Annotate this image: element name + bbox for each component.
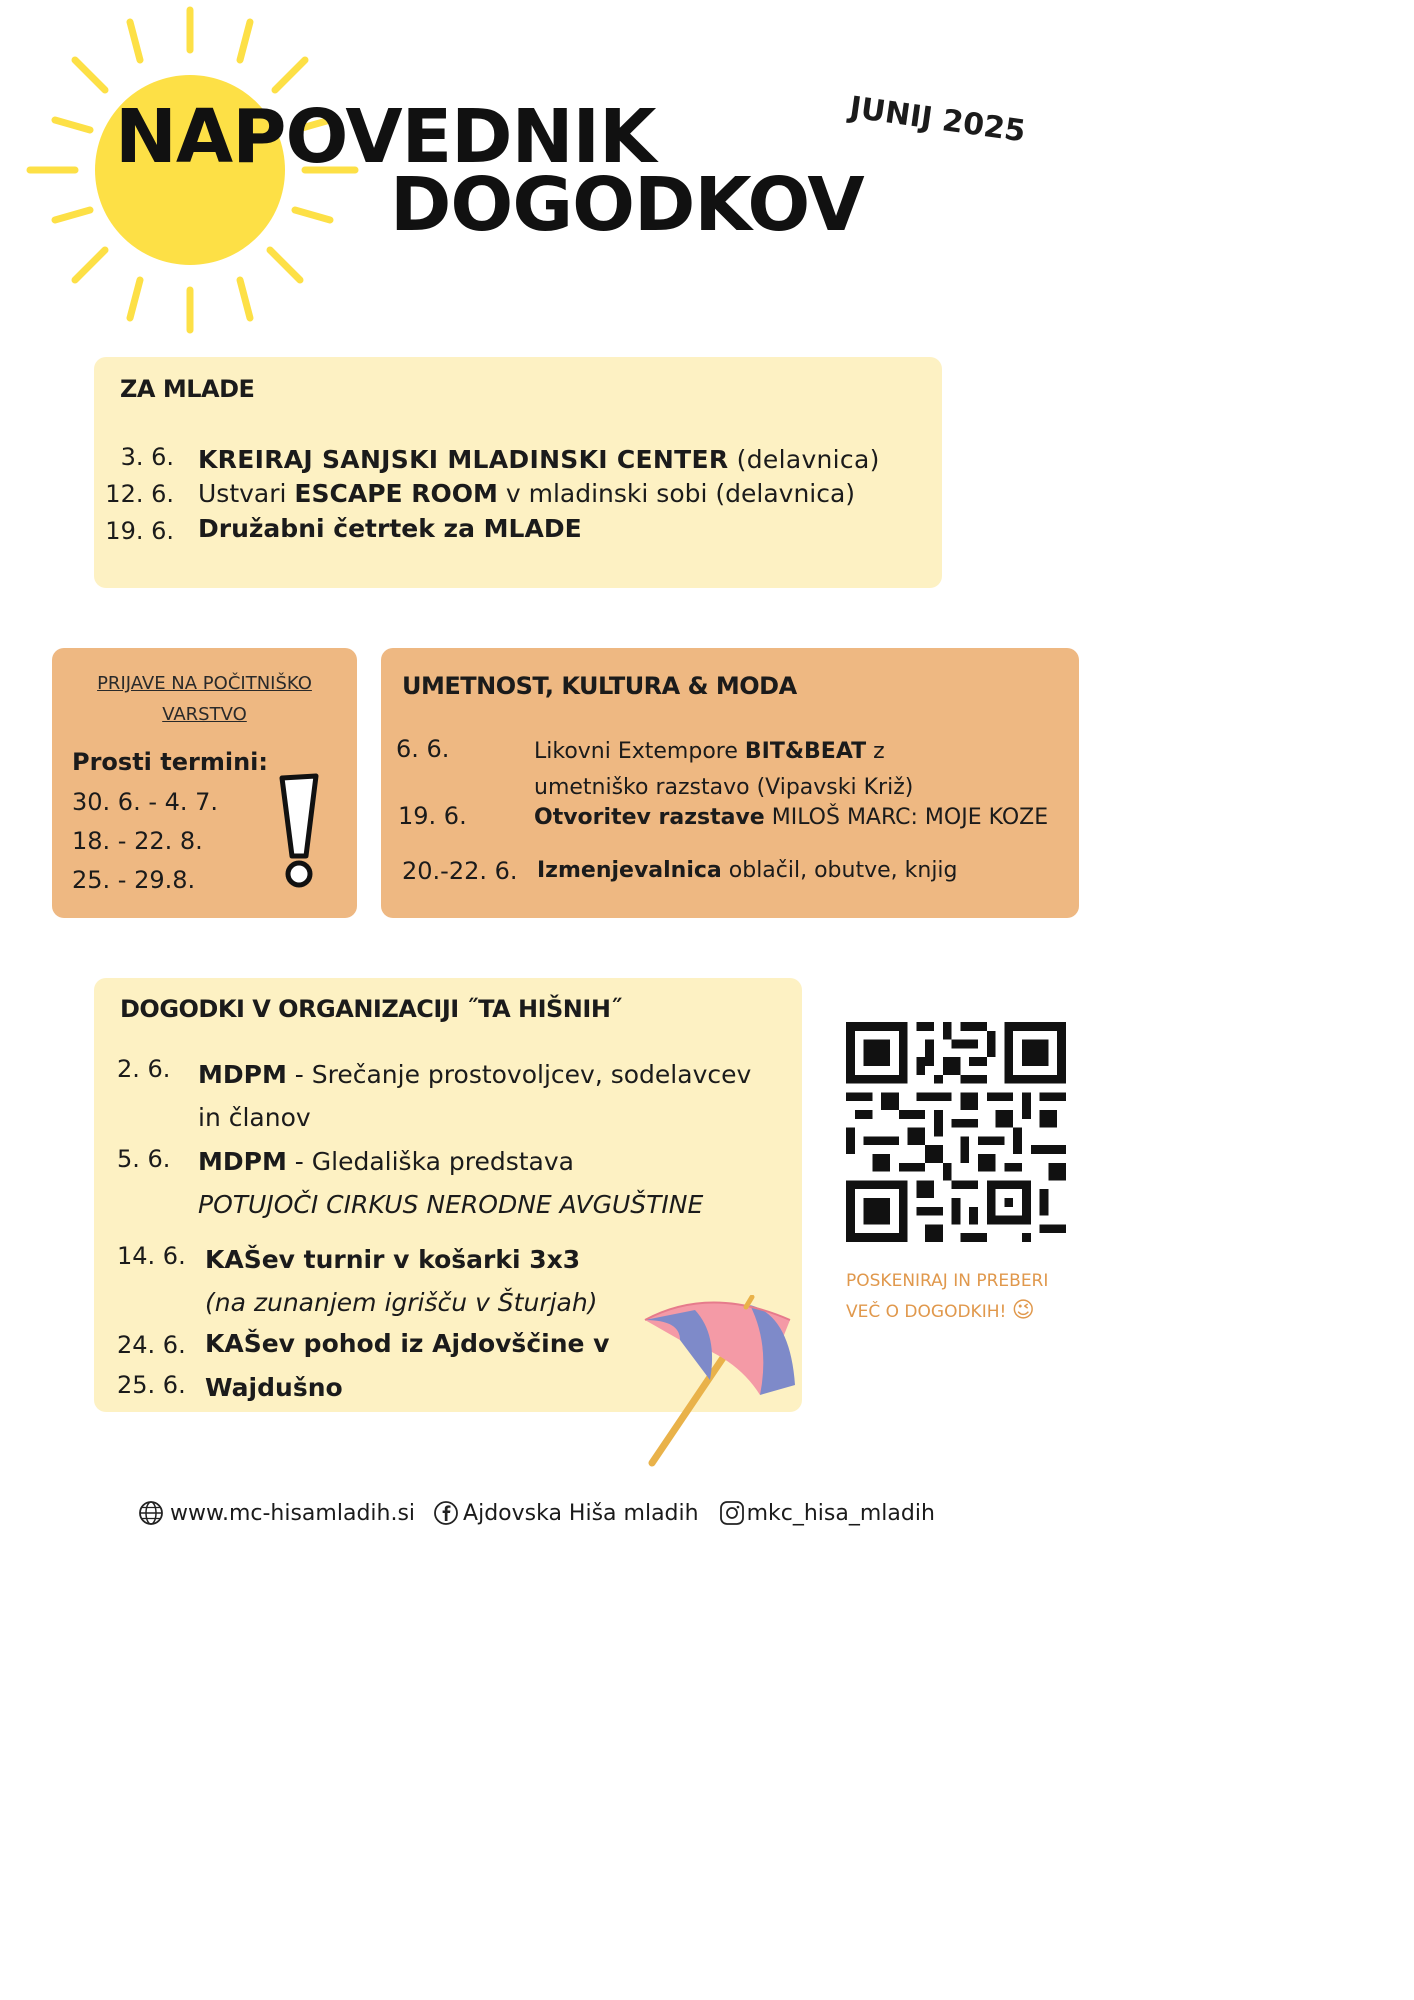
event-note: (delavnica) <box>728 445 880 474</box>
event-note: - Srečanje prostovoljcev, sodelavcev <box>286 1060 752 1089</box>
website-link[interactable]: www.mc-hisamladih.si <box>170 1500 416 1526</box>
event-date: 2. 6. <box>117 1055 171 1083</box>
event-note: umetniško razstavo (Vipavski Križ) <box>534 775 914 800</box>
qr-caption-line-2: VEČ O DOGODKIH! <box>846 1302 1007 1322</box>
event-title: KAŠev turnir v košarki 3x3 <box>205 1245 581 1274</box>
event-text <box>205 1238 597 1324</box>
term-item: 18. - 22. 8. <box>72 827 203 855</box>
exclamation-icon <box>272 772 324 892</box>
event-text <box>198 445 880 474</box>
event-title: MDPM <box>198 1060 287 1089</box>
event-title: KREIRAJ SANJSKI MLADINSKI CENTER <box>198 445 729 474</box>
event-text <box>537 858 958 883</box>
term-item: 25. - 29.8. <box>72 866 196 894</box>
event-date: 12. 6. <box>105 480 174 508</box>
facebook-link[interactable]: Ajdovska Hiša mladih <box>463 1500 699 1526</box>
event-date: 25. 6. <box>117 1371 186 1399</box>
event-title: ESCAPE ROOM <box>294 479 498 508</box>
event-note: v mladinski sobi (delavnica) <box>497 479 856 508</box>
event-date: 20.-22. 6. <box>402 857 518 885</box>
event-text <box>205 1329 609 1358</box>
event-text <box>534 805 1048 830</box>
event-title: Izmenjevalnica <box>537 858 722 883</box>
title-line-1: NAPOVEDNIK <box>115 94 656 180</box>
za-mlade-heading: ZA MLADE <box>120 375 255 403</box>
event-text <box>534 734 913 806</box>
event-date: 3. 6. <box>120 443 174 471</box>
event-date: 19. 6. <box>398 802 467 830</box>
beach-umbrella-illustration <box>640 1295 800 1470</box>
event-text <box>205 1373 343 1402</box>
dogodki-heading: DOGODKI V ORGANIZACIJI ˝TA HIŠNIH˝ <box>120 995 622 1023</box>
prijave-heading-line-1: PRIJAVE NA POČITNIŠKO <box>97 673 312 694</box>
event-text <box>198 514 582 543</box>
prijave-heading-line-2: VARSTVO <box>162 704 247 725</box>
event-text <box>198 1140 703 1226</box>
event-note: Likovni Extempore <box>534 739 745 764</box>
event-date: 14. 6. <box>117 1242 186 1270</box>
instagram-icon <box>719 1500 745 1526</box>
event-date: 6. 6. <box>396 735 450 763</box>
event-title: MDPM <box>198 1147 287 1176</box>
event-note: (na zunanjem igrišču v Šturjah) <box>205 1288 598 1317</box>
umetnost-heading: UMETNOST, KULTURA & MODA <box>402 672 797 700</box>
globe-icon <box>138 1500 164 1526</box>
term-item: 30. 6. - 4. 7. <box>72 788 219 816</box>
qr-code[interactable] <box>846 1022 1066 1242</box>
event-note: MILOŠ MARC: MOJE KOZE <box>764 805 1049 830</box>
instagram-link[interactable]: mkc_hisa_mladih <box>746 1500 935 1526</box>
facebook-icon <box>433 1500 459 1526</box>
event-note: z <box>866 739 885 764</box>
event-text <box>198 1053 751 1139</box>
prosti-termini-label: Prosti termini: <box>72 748 268 776</box>
event-title: Wajdušno <box>205 1373 343 1402</box>
event-title: KAŠev pohod iz Ajdovščine v <box>205 1329 610 1358</box>
event-note: - Gledališka predstava <box>286 1147 574 1176</box>
event-text <box>198 479 855 508</box>
qr-caption <box>846 1266 1048 1327</box>
event-note: in članov <box>198 1103 311 1132</box>
event-title: Otvoritev razstave <box>534 805 765 830</box>
event-note: POTUJOČI CIRKUS NERODNE AVGUŠTINE <box>198 1190 704 1219</box>
event-date: 19. 6. <box>105 517 174 545</box>
event-note: Ustvari <box>198 479 295 508</box>
footer <box>138 1500 935 1526</box>
event-title: BIT&BEAT <box>744 739 867 764</box>
event-note: oblačil, obutve, knjig <box>721 858 958 883</box>
event-date: 24. 6. <box>117 1331 186 1359</box>
wink-emoji-icon: 😉 <box>1011 1298 1035 1323</box>
event-date: 5. 6. <box>117 1145 171 1173</box>
prijave-heading <box>52 668 357 730</box>
title-line-2: DOGODKOV <box>390 162 864 248</box>
event-title: Družabni četrtek za MLADE <box>198 514 582 543</box>
qr-caption-line-1: POSKENIRAJ IN PREBERI <box>846 1271 1049 1291</box>
month-label: JUNIJ 2025 <box>847 90 1028 150</box>
